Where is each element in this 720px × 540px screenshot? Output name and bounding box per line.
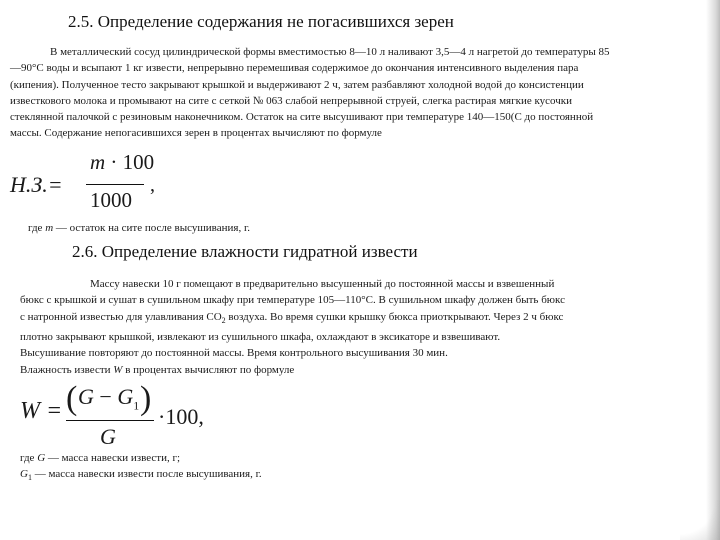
paragraph-line: стеклянной палочкой с резиновым наконечником. Остаток на сите высушивают при температуре 140—150(С до постоянной: [10, 111, 594, 124]
formula-tail: ·100,: [158, 404, 204, 429]
paragraph-line: плотно закрывают крышкой, извлекают из сушильного шкафа, охлаждают в эксикаторе и взвешивают.: [20, 331, 501, 344]
paragraph-line: —90°С воды и всыпают 1 кг извести, непрерывно перемешивая содержимое до окончания интенсивного выделения пара: [10, 62, 579, 75]
section-2-5-paragraph: [10, 44, 610, 142]
formula-numerator: $G - G_1$: [78, 384, 140, 413]
formula-open-paren: (: [66, 380, 78, 417]
formula-denominator: G: [100, 424, 116, 449]
fraction-bar: [86, 184, 144, 185]
formula-lhs: W =: [20, 398, 63, 424]
section-heading-2-6: 2.6. Определение влажности гидратной извести: [72, 242, 418, 261]
slide-edge-shadow: [706, 0, 720, 540]
formula-comma: ,: [150, 174, 155, 196]
formula-close-paren: ): [140, 380, 152, 417]
slide-corner-shadow: [680, 500, 720, 540]
formula-note: $G_1$ — масса навески извести после высушивания, г.: [20, 468, 262, 483]
paragraph-line: бюкс с крышкой и сушат в сушильном шкафу при температуре 105—110°С. В сушильном шкафу должен быть бюкс: [20, 294, 565, 307]
formula-numerator: m · 100: [90, 150, 155, 174]
section-heading-2-5: 2.5. Определение содержания не погасившихся зерен: [68, 12, 454, 31]
paragraph-line: Массу навески 10 г помещают в предварительно высушенный до постоянной массы и взвешенный: [90, 278, 555, 290]
fraction-bar: [66, 420, 154, 421]
formula-note: где m — остаток на сите после высушивания, г.: [28, 222, 250, 234]
formula-note: где G — масса навески извести, г;: [20, 452, 181, 464]
section-2-6-paragraph: [20, 276, 565, 378]
paragraph-line: с натронной известью для улавливания $СО_2$ воздуха. Во время сушки крышку бюкса приоткрывают. Через 2 ч бюкс: [20, 310, 564, 325]
paragraph-line: известкового молока и промывают на сите с сеткой № 063 слабой непрерывной струей, слегка растирая мягкие кусочки: [10, 94, 573, 107]
paragraph-line: массы. Содержание непогасившихся зерен в процентах вычисляют по формуле: [10, 127, 382, 140]
formula-denominator: 1000: [90, 188, 132, 212]
paragraph-line: (кипения). Полученное тесто закрывают крышкой и выдерживают 2 ч, затем разбавляют холодной водой до консистенции: [10, 78, 584, 91]
paragraph-line: Влажность извести W в процентах вычисляют по формуле: [20, 363, 295, 376]
paragraph-line: В металлический сосуд цилиндрической формы вместимостью 8—10 л наливают 3,5—4 л нагретой до температуры 85: [50, 46, 610, 58]
formula-humidity: [20, 378, 204, 450]
formula-lhs: Н.З.=: [10, 172, 63, 197]
paragraph-line: Высушивание повторяют до постоянной массы. Время контрольного высушивания 30 мин.: [20, 347, 448, 360]
formula-unslaked-grains: [10, 150, 160, 220]
